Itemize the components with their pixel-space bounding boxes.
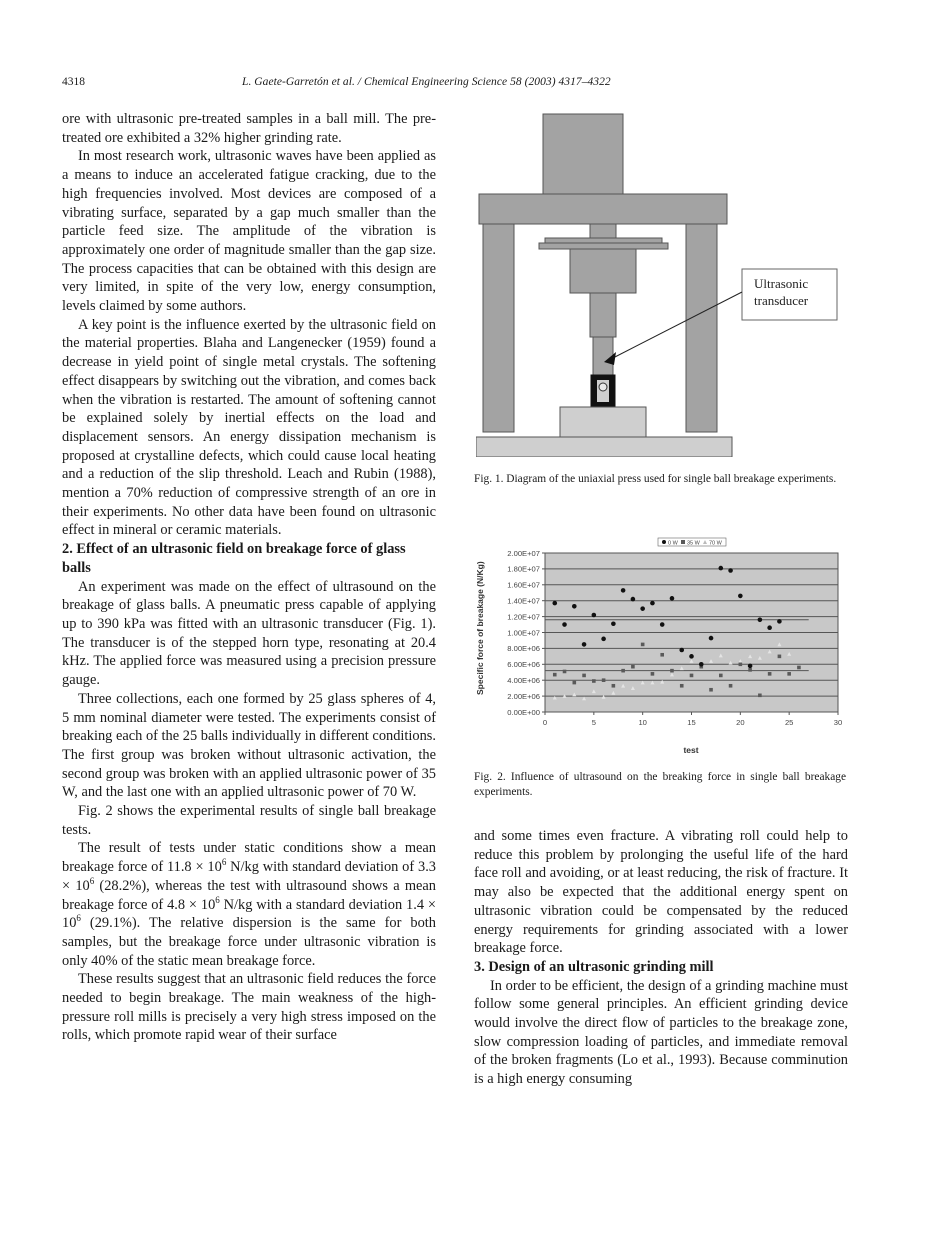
journal-citation: L. Gaete-Garretón et al. / Chemical Engineering Science 58 (2003) 4317–4322 xyxy=(242,76,611,88)
text-run: N/kg with a standard deviation 1.4 × 10 xyxy=(62,896,437,932)
paragraph: Three collections, each one formed by 25 glass spheres of 4, 5 mm nominal diameter were tested. The experiments consist of breaking each of the 25 balls individually in different conditions. The first group was broken without ultrasonic activation, the second group was broken with an applied ultrasonic power of 35 W, and the last one with an applied ultrasonic power of 70 W. xyxy=(62,690,436,801)
svg-text:5: 5 xyxy=(591,718,596,727)
svg-text:1.40E+07: 1.40E+07 xyxy=(507,596,540,606)
paragraph: Fig. 2 shows the experimental results of single ball breakage tests. xyxy=(62,803,436,838)
exponent: 6 xyxy=(76,913,81,924)
svg-text:30: 30 xyxy=(833,718,843,727)
section-heading-2: 2. Effect of an ultrasonic field on breakage force of glass balls xyxy=(62,541,406,576)
exponent: 6 xyxy=(215,894,220,905)
svg-text:0.00E+00: 0.00E+00 xyxy=(507,707,540,717)
paragraph: In order to be efficient, the design of a grinding machine must follow some general principles. An efficient grinding device would involve the direct flow of particles to the breakage zone, slow compression loading of particles, and immediate removal of the broken fragments (Lo et al., 1993). Because comminution is a high energy consuming xyxy=(474,977,848,1088)
figure-2-scatter-chart xyxy=(468,535,853,760)
callout-arrow xyxy=(611,292,742,359)
svg-text:20: 20 xyxy=(736,718,745,727)
svg-text:1.80E+07: 1.80E+07 xyxy=(507,564,540,574)
cross-beam xyxy=(479,194,727,224)
svg-text:10: 10 xyxy=(638,718,647,727)
svg-text:15: 15 xyxy=(687,718,696,727)
left-column xyxy=(62,110,436,1045)
svg-text:4.00E+06: 4.00E+06 xyxy=(507,676,540,685)
svg-text:2.00E+07: 2.00E+07 xyxy=(507,548,540,558)
paragraph: ore with ultrasonic pre-treated samples in a ball mill. The pre-treated ore exhibited a 32% higher grinding rate. xyxy=(62,111,436,146)
legend-0w: 0 W xyxy=(668,540,678,547)
x-axis-label: test xyxy=(683,745,699,755)
svg-text:0: 0 xyxy=(542,718,548,727)
text-run: (28.2%), whereas the test with ultrasound shows a mean breakage force of 4.8 × 10 xyxy=(62,877,436,913)
running-head xyxy=(62,76,862,94)
exponent: 6 xyxy=(89,875,95,886)
callout-label-line2: transducer xyxy=(754,293,809,308)
svg-text:1.20E+07: 1.20E+07 xyxy=(507,612,540,622)
svg-text:1.60E+07: 1.60E+07 xyxy=(507,580,540,590)
left-column-post xyxy=(483,224,514,432)
svg-text:25: 25 xyxy=(784,718,794,727)
transducer-horn-upper xyxy=(590,293,616,337)
svg-text:6.00E+06: 6.00E+06 xyxy=(507,660,540,670)
paragraph: These results suggest that an ultrasonic field reduces the force needed to begin breakage. The main weakness of the high-pressure roll mills is precisely a very high stress imposed on the rolls, which promote rapid wear of their surface xyxy=(62,971,436,1044)
paragraph: An experiment was made on the effect of ultrasound on the breakage of glass balls. A pneumatic press capable of applying up to 390 kPa was fitted with an ultrasonic transducer (Fig. 1). The transducer is of the stepped horn type, resonating at 20.4 kHz. The applied force was measured using a precision pressure gauge. xyxy=(62,578,436,689)
legend xyxy=(658,538,726,547)
transducer-body xyxy=(570,249,636,293)
section-heading-3: 3. Design of an ultrasonic grinding mill xyxy=(474,958,714,975)
figure-1-press-diagram xyxy=(476,112,846,457)
right-column xyxy=(474,827,848,1089)
figure-2-caption: Fig. 2. Influence of ultrasound on the breaking force in single ball breakage experiments. xyxy=(474,771,846,798)
legend-70w: 70 W xyxy=(709,540,722,547)
svg-text:1.00E+07: 1.00E+07 xyxy=(507,628,540,638)
exponent: 6 xyxy=(221,857,227,868)
actuator-block xyxy=(543,114,623,194)
svg-text:2.00E+06: 2.00E+06 xyxy=(507,691,540,701)
text-run: N/kg with standard deviation of 3.3 × 10 xyxy=(62,859,436,894)
callout-label-line1: Ultrasonic xyxy=(754,276,809,291)
text-run: (29.1%). The relative dispersion is the same for both samples, but the breakage force under ultrasonic vibration is only 40% of the static mean breakage force. xyxy=(62,915,436,969)
base-plate xyxy=(476,437,732,457)
right-column-post xyxy=(686,224,717,432)
legend-35w: 35 W xyxy=(687,540,700,547)
anvil xyxy=(560,407,646,437)
paragraph-results xyxy=(62,839,436,970)
paragraph: In most research work, ultrasonic waves have been applied as a means to induce an accelerated fatigue cracking, due to the high frequencies involved. Most devices are composed of a vibrating surface, separated by a gap much smaller than the particle feed size. The amplitude of the vibration is approximately one order of magnitude smaller than the gap size. The process capacities that can be obtained with this design are very limited, in spite of the very low, energy consumption, levels claimed by some authors. xyxy=(62,148,436,315)
svg-text:8.00E+06: 8.00E+06 xyxy=(507,644,540,654)
figure-1-caption: Fig. 1. Diagram of the uniaxial press used for single ball breakage experiments. xyxy=(474,473,837,485)
y-axis-label: Specific force of breakage (N/Kg) xyxy=(475,561,485,695)
paragraph: and some times even fracture. A vibrating roll could help to reduce this problem by prolonging the useful life of the hard face roll and avoiding, or at least reducing, the risk of fracture. It may also be expected that the additional energy spent on ultrasonic vibration could be compensated by the reduced energy requirements for grinding associated with a lower breakage force. xyxy=(474,828,848,957)
paragraph: A key point is the influence exerted by the ultrasonic field on the material properties. Blaha and Langenecker (1959) found a decrease in yield point of single metal crystals. The softening effect disappears by switching out the vibration, and comes back when the vibration is restarted. The amount of softening cannot be explained solely by inertial effects on the load and displacement sensors. An energy dissipation mechanism is proposed at crystalline defects, which could cause local heating and a reduction of the slip threshold. Leach and Rubin (1988), mention a 70% reduction of compressive strength of an ore in their experiments. No other data have been found on ultrasonic effect in mineral or ceramic materials. xyxy=(62,316,436,539)
text-run: The result of tests under static conditions show a mean breakage force of 11.8 × 10 xyxy=(62,840,436,876)
page-number: 4318 xyxy=(62,76,85,88)
